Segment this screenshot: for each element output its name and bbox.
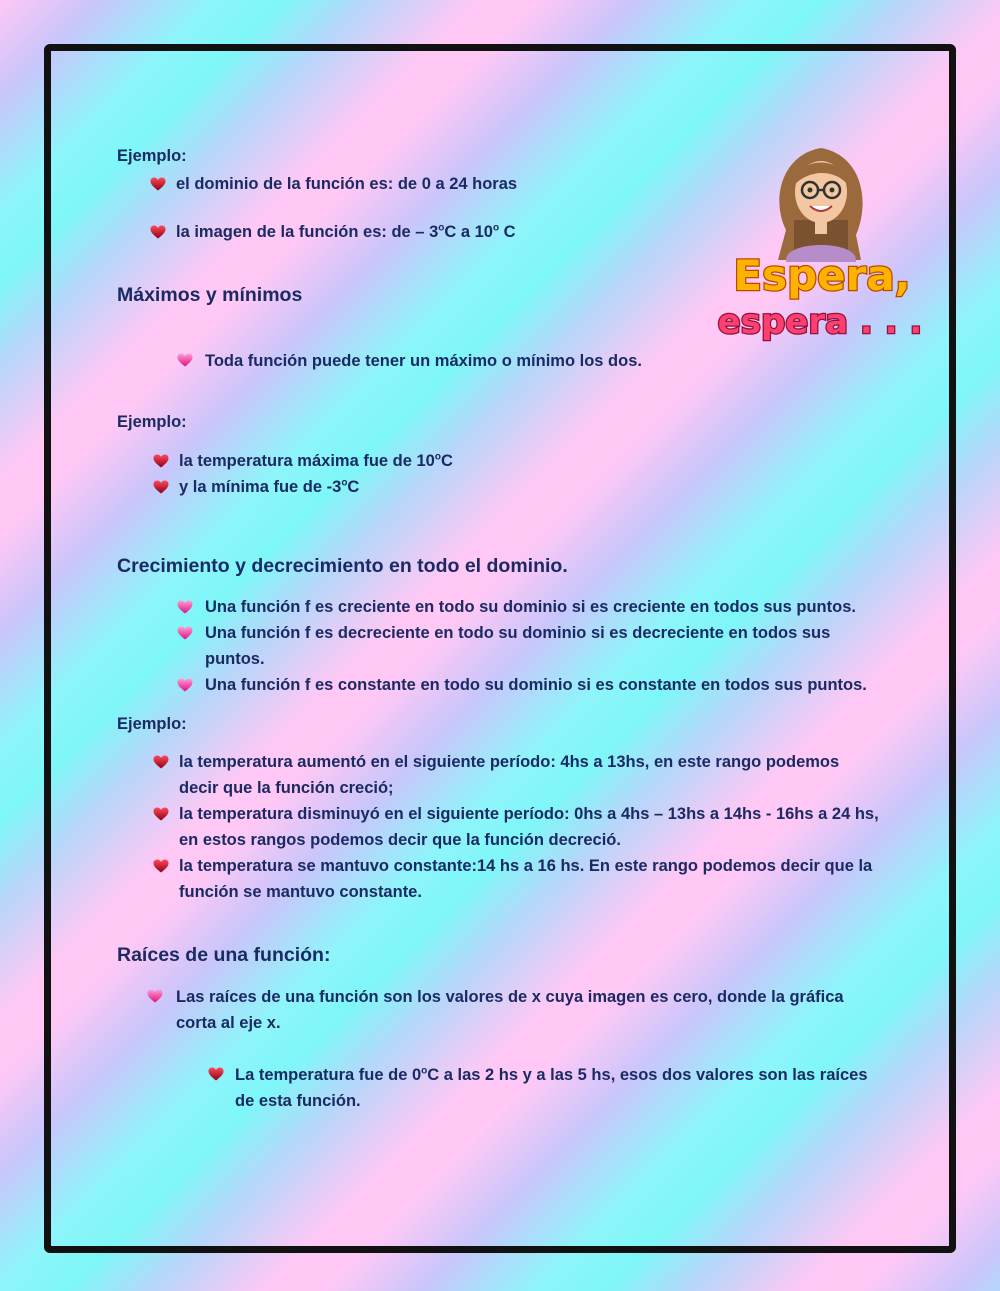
decreciente-bullet: Una función f es decreciente en todo su dominio si es decreciente en todos sus puntos.: [205, 624, 831, 668]
heart-pink-icon: [177, 626, 193, 640]
example-label-2: Ejemplo:: [117, 413, 187, 431]
raices-bullet: Las raíces de una función son los valores de x cuya imagen es cero, donde la gráfica corta al eje x.: [176, 988, 844, 1032]
sticker-line-2: espera . . .: [717, 302, 923, 342]
heading-maximos: Máximos y mínimos: [117, 284, 303, 306]
heart-red-icon: [153, 454, 169, 468]
domain-item: el dominio de la función es: de 0 a 24 horas: [176, 175, 518, 193]
disminucion-item: la temperatura disminuyó en el siguiente período: 0hs a 4hs – 13hs a 14hs - 16hs a 24 hs, en estos rangos podemos decir que la función decreció.: [179, 805, 879, 849]
min-temp-item: y la mínima fue de -3$^o$C: [179, 477, 360, 496]
heart-pink-icon: [177, 600, 193, 614]
heart-red-icon: [153, 807, 169, 821]
max-temp-item: la temperatura máxima fue de 10$^o$C: [179, 451, 453, 470]
image-item: la imagen de la función es: de – 3$^o$C a 10$^o$ C: [176, 222, 516, 241]
example-label-3: Ejemplo:: [117, 715, 187, 733]
creciente-bullet: Una función f es creciente en todo su dominio si es creciente en todos sus puntos.: [205, 598, 856, 616]
heart-red-icon: [153, 859, 169, 873]
heading-raices: Raíces de una función:: [117, 944, 331, 966]
heart-red-icon: [150, 225, 166, 239]
heart-red-icon: [150, 177, 166, 191]
constante-bullet: Una función f es constante en todo su dominio si es constante en todos sus puntos.: [205, 676, 867, 694]
heading-crecimiento: Crecimiento y decrecimiento en todo el dominio.: [117, 555, 568, 577]
raices-example: La temperatura fue de 0$^o$C a las 2 hs y a las 5 hs, esos dos valores son las raíces de esta función.: [235, 1065, 868, 1110]
heart-red-icon: [153, 755, 169, 769]
avatar-illustration: [778, 148, 863, 262]
max-min-bullet: Toda función puede tener un máximo o mínimo los dos.: [205, 352, 642, 370]
heart-red-icon: [208, 1067, 224, 1081]
example-label-1: Ejemplo:: [117, 147, 187, 165]
aumento-item: la temperatura aumentó en el siguiente período: 4hs a 13hs, en este rango podemos decir que la función creció;: [179, 753, 840, 797]
constante-item: la temperatura se mantuvo constante:14 hs a 16 hs. En este rango podemos decir que la función se mantuvo constante.: [179, 857, 873, 901]
heart-red-icon: [153, 480, 169, 494]
espera-sticker: [716, 140, 926, 345]
heart-pink-icon: [177, 678, 193, 692]
heart-pink-icon: [177, 353, 193, 367]
heart-pink-icon: [147, 989, 163, 1003]
sticker-line-1: Espera,: [733, 251, 911, 300]
